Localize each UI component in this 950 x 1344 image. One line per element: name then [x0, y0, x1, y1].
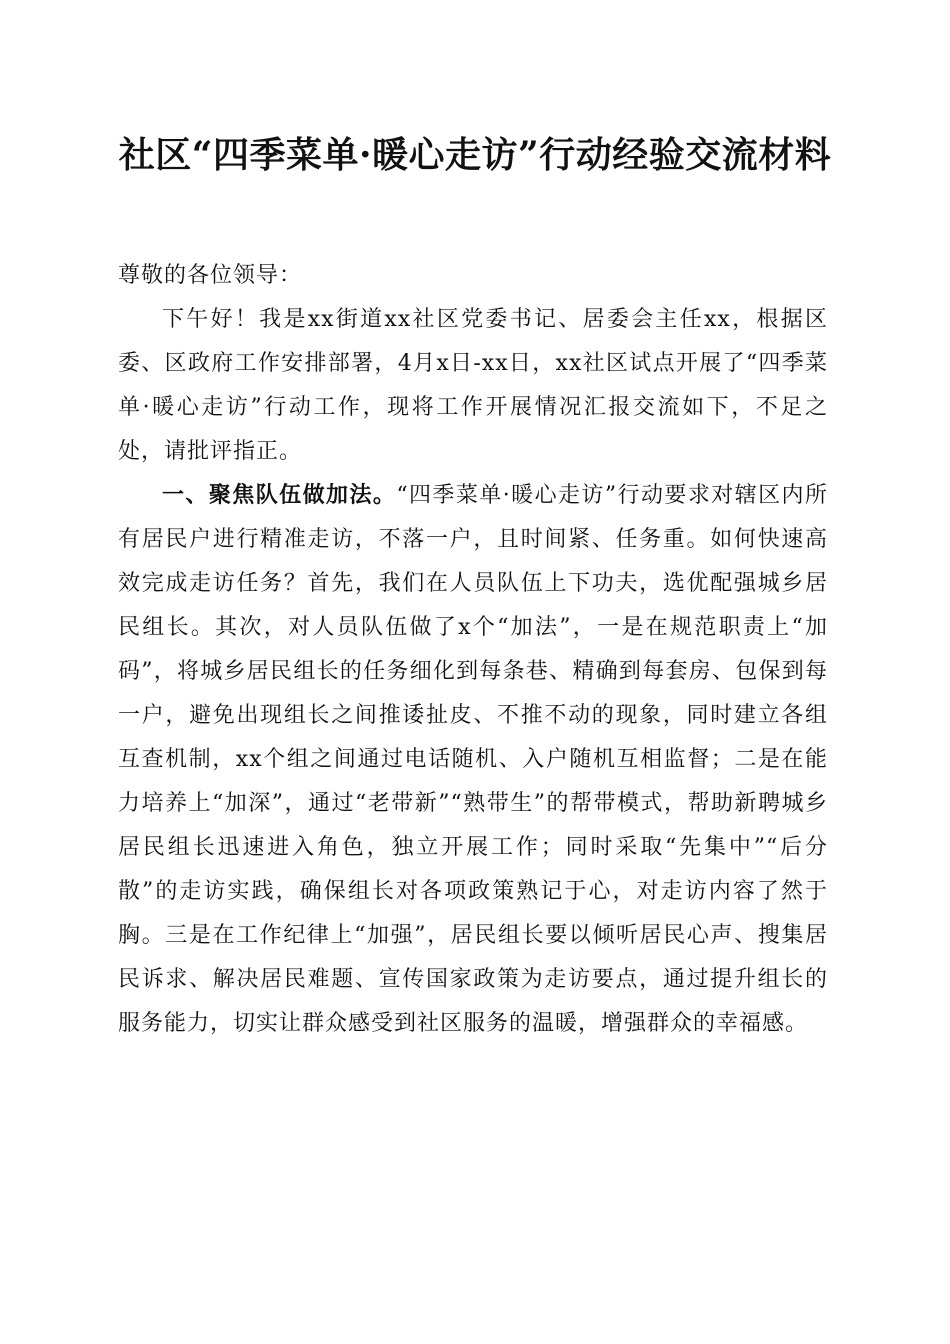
document-body	[118, 254, 828, 1046]
section-1-heading: 一、聚焦队伍做加法。	[162, 483, 397, 508]
salutation: 尊敬的各位领导：	[118, 263, 303, 288]
section-1-text: “四季菜单·暖心走访”行动要求对辖区内所有居民户进行精准走访，不落一户，且时间紧、任务重。如何快速高效完成走访任务？首先，我们在人员队伍上下功夫，选优配强城乡居民组长。其次，对人员队伍做了x个“加法”，一是在规范职责上“加码”，将城乡居民组长的任务细化到每条巷、精确到每套房、包保到每一户，避免出现组长之间推诿扯皮、不推不动的现象，同时建立各组互查机制，xx个组之间通过电话随机、入户随机互相监督；二是在能力培养上“加深”，通过“老带新”“熟带生”的帮带模式，帮助新聘城乡居民组长迅速进入角色，独立开展工作；同时采取“先集中”“后分散”的走访实践，确保组长对各项政策熟记于心，对走访内容了然于胸。三是在工作纪律上“加强”，居民组长要以倾听居民心声、搜集居民诉求、解决居民难题、宣传国家政策为走访要点，通过提升组长的服务能力，切实让群众感受到社区服务的温暖，增强群众的幸福感。	[118, 483, 828, 1036]
paragraph-greeting	[118, 298, 828, 474]
document-title: 社区“四季菜单·暖心走访”行动经验交流材料	[118, 134, 832, 176]
paragraph-greeting-text: 下午好！我是xx街道xx社区党委书记、居委会主任xx，根据区委、区政府工作安排部署，4月x日-xx日，xx社区试点开展了“四季菜单·暖心走访”行动工作，现将工作开展情况汇报交流如下，不足之处，请批评指正。	[118, 307, 828, 464]
paragraph-section-1	[118, 474, 828, 1046]
